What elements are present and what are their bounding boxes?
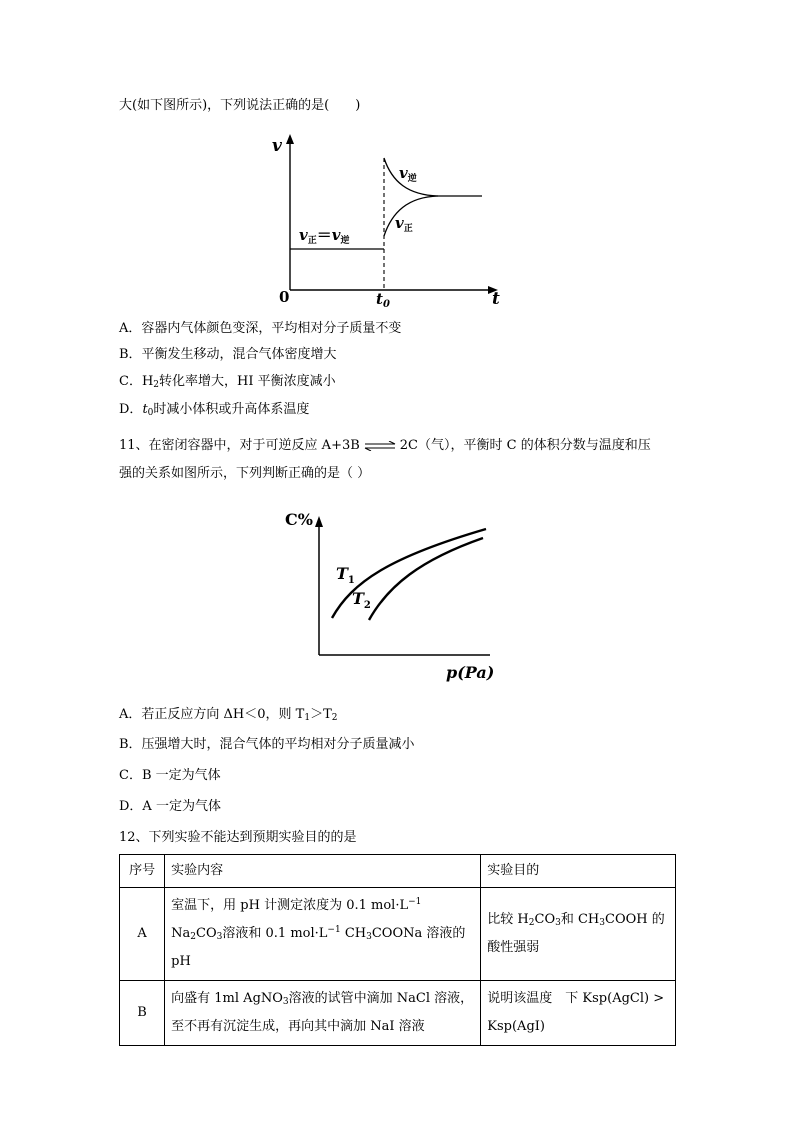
table-header-row — [120, 855, 676, 888]
row-b-id: B — [120, 981, 165, 1046]
q11-option-b: B．压强增大时，混合气体的平均相对分子质量减小 — [119, 737, 415, 752]
y-axis-arrow — [286, 134, 294, 144]
q12-experiment-table — [119, 854, 676, 1046]
table-row-b — [120, 981, 676, 1046]
header-purpose: 实验目的 — [481, 855, 676, 888]
x-axis-label: t — [492, 289, 500, 309]
q10-stem-tail: 大(如下图所示)，下列说法正确的是( ) — [119, 98, 361, 113]
y-axis-arrow — [315, 516, 323, 527]
q11-c-percent-graph — [280, 500, 505, 685]
row-b-content: 向盛有 1ml AgNO$_3$溶液的试管中滴加 NaCl 溶液，至不再有沉淀生成，再向其中滴加 NaI 溶液 — [165, 981, 481, 1046]
reversible-arrow-icon — [363, 441, 397, 451]
q11-stem-line1: 11、在密闭容器中，对于可逆反应 A+3B 2C（气），平衡时 C 的体积分数与温度和压 — [119, 438, 651, 453]
x-axis-label: p(Pa) — [446, 663, 495, 682]
y-axis-label: C% — [285, 510, 313, 529]
origin-label: 0 — [279, 288, 290, 306]
q12-stem: 12、下列实验不能达到预期实验目的的是 — [119, 830, 357, 845]
q11-option-a: A．若正反应方向 ΔH＜0，则 $T_1>T_2$ — [119, 707, 338, 723]
v-forward-label: $v_正$ — [395, 214, 413, 234]
y-axis-label: v — [272, 136, 282, 156]
q10-option-a: A．容器内气体颜色变深，平均相对分子质量不变 — [119, 321, 402, 336]
row-a-purpose: 比较 $H_2CO_3$和 $CH_3COOH$ 的酸性强弱 — [481, 888, 676, 981]
curve-t2-label: $T_2$ — [352, 589, 371, 611]
q10-vt-graph — [270, 132, 520, 312]
t0-label: $t_0$ — [376, 290, 390, 310]
row-a-content: 室温下，用 pH 计测定浓度为 0.1 $mol\cdot L^{-1}$ $Na_2CO_3$溶液和 0.1 $mol\cdot L^{-1}$ $CH_3COONa$ 溶液的 pH — [165, 888, 481, 981]
curve-t1-label: $T_1$ — [336, 564, 355, 586]
header-serial: 序号 — [120, 855, 165, 888]
q10-option-c: C．$H_2$转化率增大，HI 平衡浓度减小 — [119, 374, 336, 390]
v-reverse-label: $v_逆$ — [399, 164, 417, 184]
v-forward-equals-v-reverse-label: $v_正=v_逆$ — [299, 226, 350, 246]
q11-stem-line2: 强的关系如图所示，下列判断正确的是（ ） — [119, 466, 371, 481]
q11-option-d: D．A 一定为气体 — [119, 799, 221, 814]
q10-option-b: B．平衡发生移动，混合气体密度增大 — [119, 347, 337, 362]
q10-option-d: D．$t_0$时减小体积或升高体系温度 — [119, 402, 310, 418]
row-a-id: A — [120, 888, 165, 981]
q11-option-c: C．B 一定为气体 — [119, 768, 221, 783]
row-b-purpose: 说明该温度 下 Ksp(AgCl) > Ksp(AgI) — [481, 981, 676, 1046]
header-content: 实验内容 — [165, 855, 481, 888]
table-row-a — [120, 888, 676, 981]
